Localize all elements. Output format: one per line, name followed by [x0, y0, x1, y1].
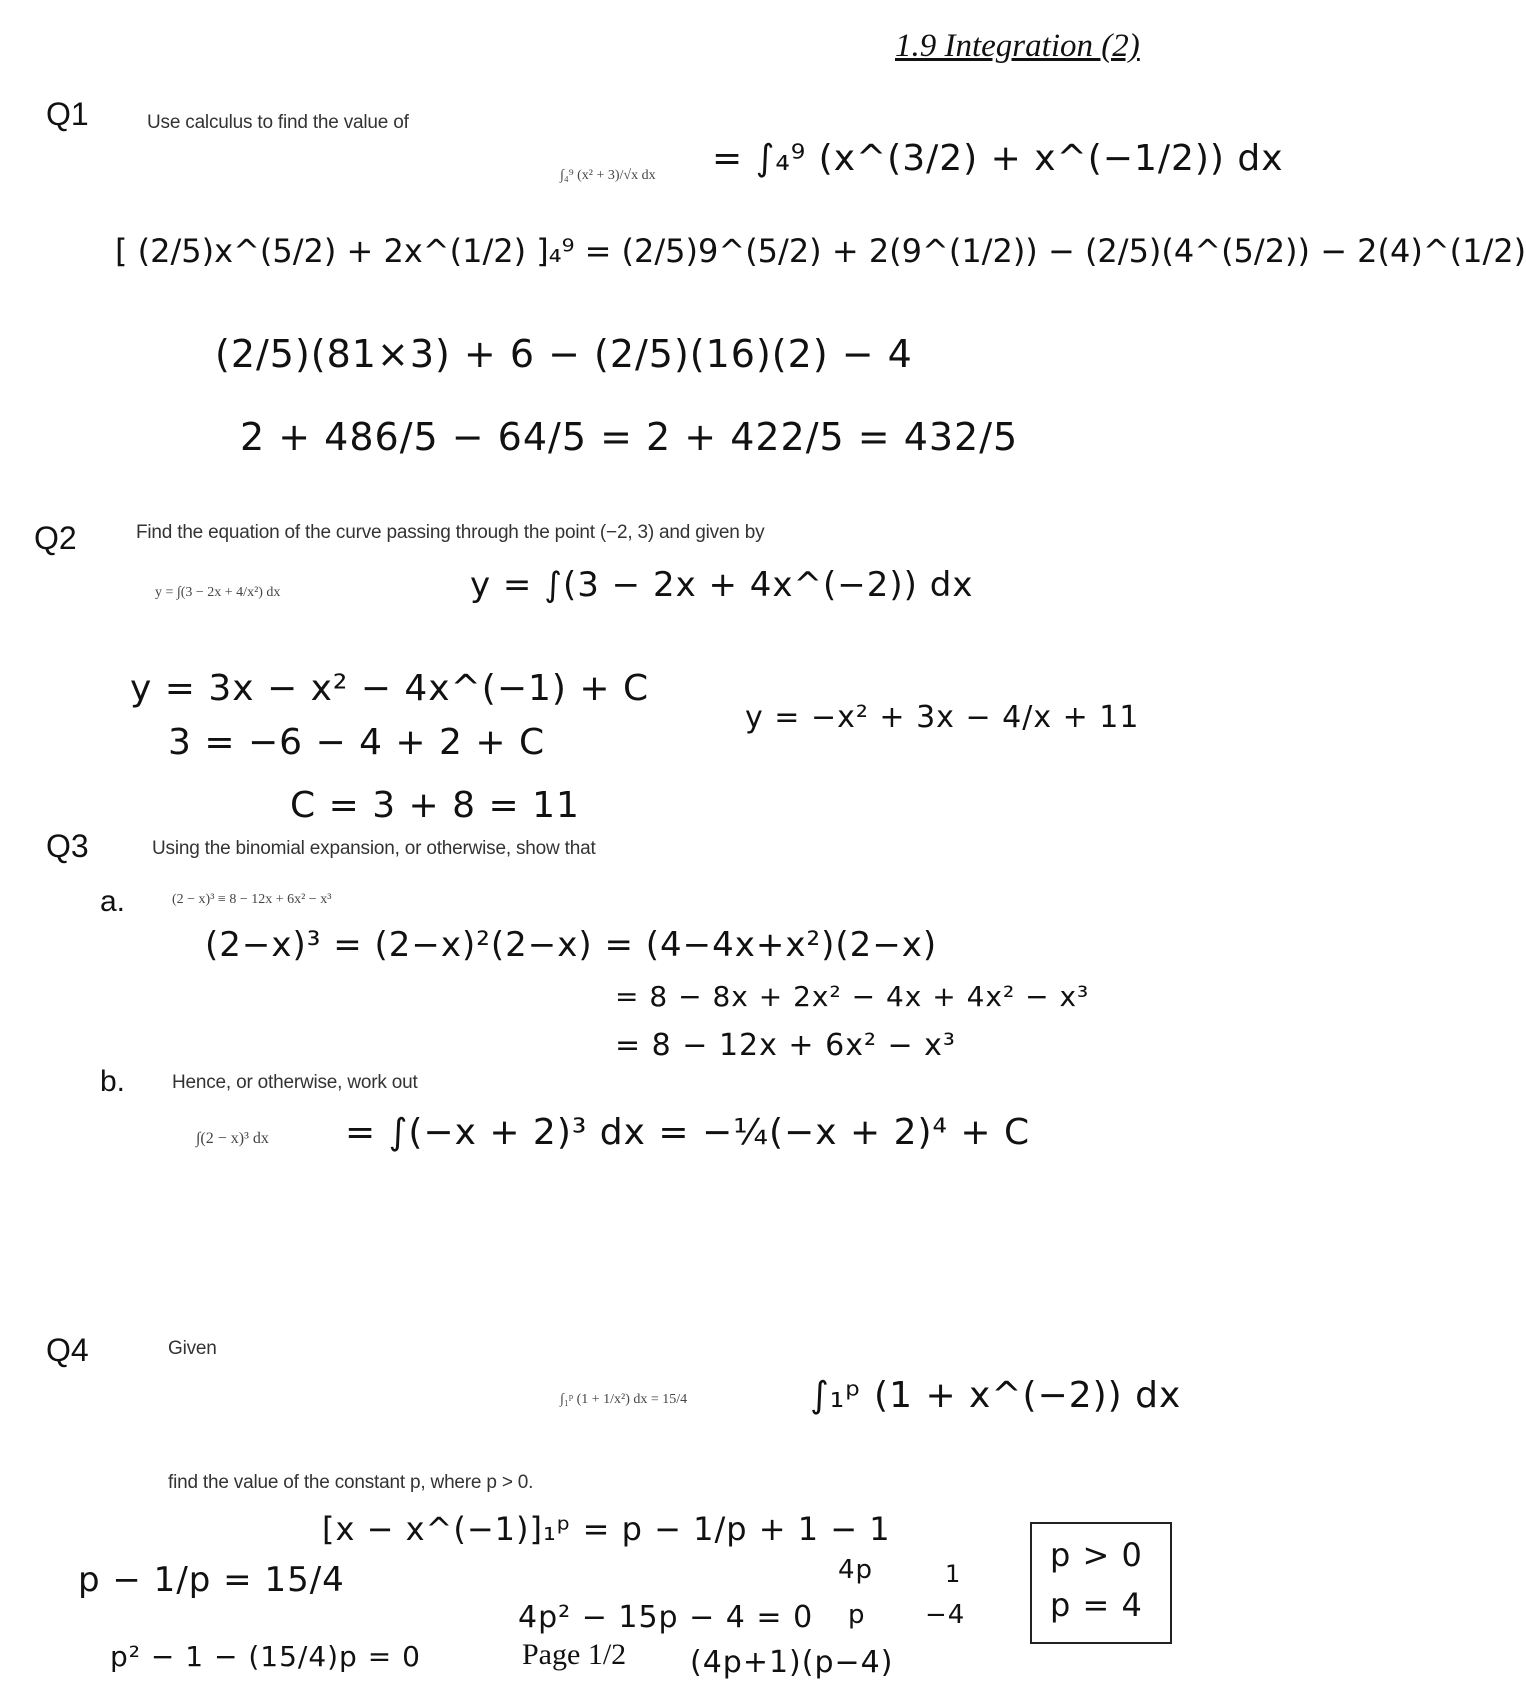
- q1-printed-integral: ∫₄⁹ (x² + 3)/√x dx: [560, 168, 656, 183]
- q2-answer: y = −x² + 3x − 4/x + 11: [745, 700, 1140, 735]
- q4-work-integral: ∫₁ᵖ (1 + x^(−2)) dx: [810, 1375, 1182, 1416]
- q4-work-line-5: (4p+1)(p−4): [690, 1645, 894, 1680]
- q3a-work-line-1: (2−x)³ = (2−x)²(2−x) = (4−4x+x²)(2−x): [205, 925, 938, 965]
- q1-work-line-2: [ (2/5)x^(5/2) + 2x^(1/2) ]₄⁹ = (2/5)9^(5/2) + 2(9^(1/2)) − (2/5)(4^(5/2)) − 2(4)^(1/2): [115, 232, 1526, 270]
- q4-work-line-3: p² − 1 − (15/4)p = 0: [110, 1640, 421, 1673]
- q3a-work-line-2: = 8 − 8x + 2x² − 4x + 4x² − x³: [615, 980, 1090, 1013]
- q3b-printed: ∫(2 − x)³ dx: [196, 1130, 269, 1147]
- q2-work-line-1: y = ∫(3 − 2x + 4x^(−2)) dx: [470, 565, 974, 605]
- q3a-printed: (2 − x)³ ≡ 8 − 12x + 6x² − x³: [172, 892, 332, 907]
- q2-work-line-4: C = 3 + 8 = 11: [290, 785, 580, 826]
- q2-work-line-2: y = 3x − x² − 4x^(−1) + C: [130, 668, 650, 709]
- q2-printed-integral: y = ∫(3 − 2x + 4/x²) dx: [155, 585, 281, 600]
- q1-prompt: Use calculus to find the value of: [147, 112, 409, 133]
- q3b-work: = ∫(−x + 2)³ dx = −¼(−x + 2)⁴ + C: [345, 1112, 1031, 1153]
- q4-side-factor-3: p: [848, 1600, 866, 1630]
- q4-work-line-2: p − 1/p = 15/4: [78, 1560, 345, 1600]
- q3b-label: b.: [100, 1065, 126, 1098]
- q4-printed-integral: ∫₁ᵖ (1 + 1/x²) dx = 15/4: [560, 1392, 688, 1407]
- q2-work-line-3: 3 = −6 − 4 + 2 + C: [168, 722, 546, 763]
- page-number: Page 1/2: [522, 1638, 627, 1671]
- q3a-work-line-3: = 8 − 12x + 6x² − x³: [615, 1028, 956, 1063]
- q1-number: Q1: [46, 96, 89, 132]
- q4-answer-box: [1030, 1522, 1172, 1644]
- q4-side-factor-1: 4p: [838, 1555, 874, 1585]
- q1-work-line-1: = ∫₄⁹ (x^(3/2) + x^(−1/2)) dx: [712, 138, 1284, 179]
- q3a-label: a.: [100, 885, 126, 918]
- q3-number: Q3: [46, 828, 89, 864]
- q2-number: Q2: [34, 520, 77, 556]
- q1-work-line-3: (2/5)(81×3) + 6 − (2/5)(16)(2) − 4: [215, 332, 913, 376]
- q4-answer-line-1: p > 0: [1050, 1536, 1143, 1574]
- q4-prompt: find the value of the constant p, where p > 0.: [168, 1472, 534, 1493]
- q4-given-label: Given: [168, 1338, 217, 1359]
- q4-work-line-1: [x − x^(−1)]₁ᵖ = p − 1/p + 1 − 1: [322, 1510, 891, 1548]
- q4-answer-line-2: p = 4: [1050, 1586, 1143, 1624]
- q4-side-factor-4: −4: [925, 1600, 966, 1630]
- q4-side-factor-2: 1: [945, 1560, 962, 1588]
- q3-prompt: Using the binomial expansion, or otherwise, show that: [152, 838, 596, 859]
- q4-number: Q4: [46, 1332, 89, 1368]
- q2-prompt: Find the equation of the curve passing through the point (−2, 3) and given by: [136, 522, 765, 543]
- page-title: 1.9 Integration (2): [895, 28, 1140, 64]
- q3b-prompt: Hence, or otherwise, work out: [172, 1072, 418, 1093]
- q1-work-line-4: 2 + 486/5 − 64/5 = 2 + 422/5 = 432/5: [240, 415, 1019, 459]
- q4-work-line-4: 4p² − 15p − 4 = 0: [518, 1600, 814, 1635]
